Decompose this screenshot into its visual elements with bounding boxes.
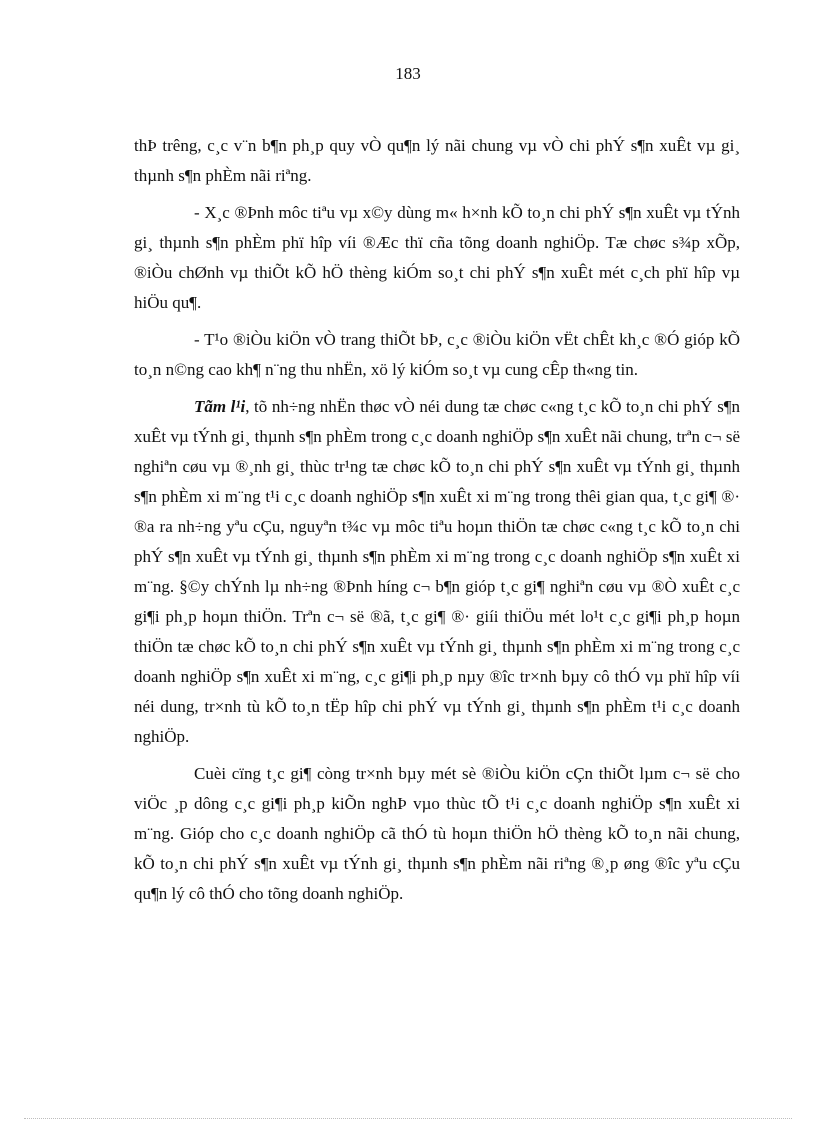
paragraph-5-text: Cuèi cïng t¸c gi¶ còng tr×nh bµy mét sè ®iÒu kiÖn cÇn thiÕt lµm c¬ së cho viÖc ¸p dông c¸c gi¶i ph¸p kiÕn nghÞ vµo thùc tÕ t¹i c¸c doanh nghiÖp s¶n xuÊt xi m¨ng. Gióp cho c¸c doanh nghiÖp cã thÓ tù hoµn thiÖn hÖ thèng kÕ to¸n nãi chung, kÕ to¸n chi phÝ s¶n xuÊt vµ tÝnh gi¸ thµnh s¶n phÈm nãi riªng ®¸p øng ®îc yªu cÇu qu¶n lý cô thÓ cho tõng doanh nghiÖp. (134, 764, 740, 903)
paragraph-4-lead: Tãm l¹i (194, 397, 246, 416)
page-number: 183 (395, 64, 421, 83)
page-bottom-divider (24, 1118, 792, 1119)
paragraph-2-text: - X¸c ®Þnh môc tiªu vµ x©y dùng m« h×nh kÕ to¸n chi phÝ s¶n xuÊt vµ tÝnh gi¸ thµnh s¶n phÈm phï hîp víi ®Æc thï cña tõng doanh nghiÖp. Tæ chøc s¾p xÕp, ®iÒu chØnh vµ thiÕt kÕ hÖ thèng kiÓm so¸t chi phÝ s¶n xuÊt mét c¸ch phï hîp vµ hiÖu qu¶. (134, 203, 740, 312)
body-text (134, 131, 740, 916)
paragraph-4-text: , tõ nh÷ng nhËn thøc vÒ néi dung tæ chøc c«ng t¸c kÕ to¸n chi phÝ s¶n xuÊt vµ tÝnh gi¸ thµnh s¶n phÈm trong c¸c doanh nghiÖp s¶n xuÊt nãi chung, trªn c¬ së nghiªn cøu vµ ®¸nh gi¸ thùc tr¹ng tæ chøc kÕ to¸n chi phÝ s¶n xuÊt vµ tÝnh gi¸ thµnh s¶n phÈm xi m¨ng t¹i c¸c doanh nghiÖp s¶n xuÊt xi m¨ng trong thêi gian qua, t¸c gi¶ ®· ®a ra nh÷ng yªu cÇu, nguyªn t¾c vµ môc tiªu hoµn thiÖn tæ chøc c«ng t¸c kÕ to¸n chi phÝ s¶n xuÊt vµ tÝnh gi¸ thµnh s¶n phÈm xi m¨ng trong c¸c doanh nghiÖp s¶n xuÊt xi m¨ng. §©y chÝnh lµ nh÷ng ®Þnh híng c¬ b¶n gióp t¸c gi¶ nghiªn cøu vµ ®Ò xuÊt c¸c gi¶i ph¸p hoµn thiÖn. Trªn c¬ së ®ã, t¸c gi¶ ®· giíi thiÖu mét lo¹t c¸c gi¶i ph¸p hoµn thiÖn tæ chøc kÕ to¸n chi phÝ s¶n xuÊt vµ tÝnh gi¸ thµnh s¶n phÈm xi m¨ng trong c¸c doanh nghiÖp s¶n xuÊt xi m¨ng, c¸c gi¶i ph¸p nµy ®îc tr×nh bµy cô thÓ vµ phï hîp víi néi dung, tr×nh tù kÕ to¸n tËp hîp chi phÝ vµ tÝnh gi¸ thµnh s¶n phÈm t¹i c¸c doanh nghiÖp. (134, 397, 741, 746)
paragraph-4 (134, 392, 740, 752)
paragraph-1 (134, 131, 740, 191)
paragraph-1-text: thÞ trêng, c¸c v¨n b¶n ph¸p quy vÒ qu¶n lý nãi chung vµ vÒ chi phÝ s¶n xuÊt vµ gi¸ thµnh s¶n phÈm nãi riªng. (134, 136, 740, 185)
paragraph-2 (134, 198, 740, 318)
paragraph-3 (134, 325, 740, 385)
paragraph-5 (134, 759, 740, 909)
paragraph-3-text: - T¹o ®iÒu kiÖn vÒ trang thiÕt bÞ, c¸c ®iÒu kiÖn vËt chÊt kh¸c ®Ó gióp kÕ to¸n n©ng cao kh¶ n¨ng thu nhËn, xö lý kiÓm so¸t vµ cung cÊp th«ng tin. (134, 330, 740, 379)
